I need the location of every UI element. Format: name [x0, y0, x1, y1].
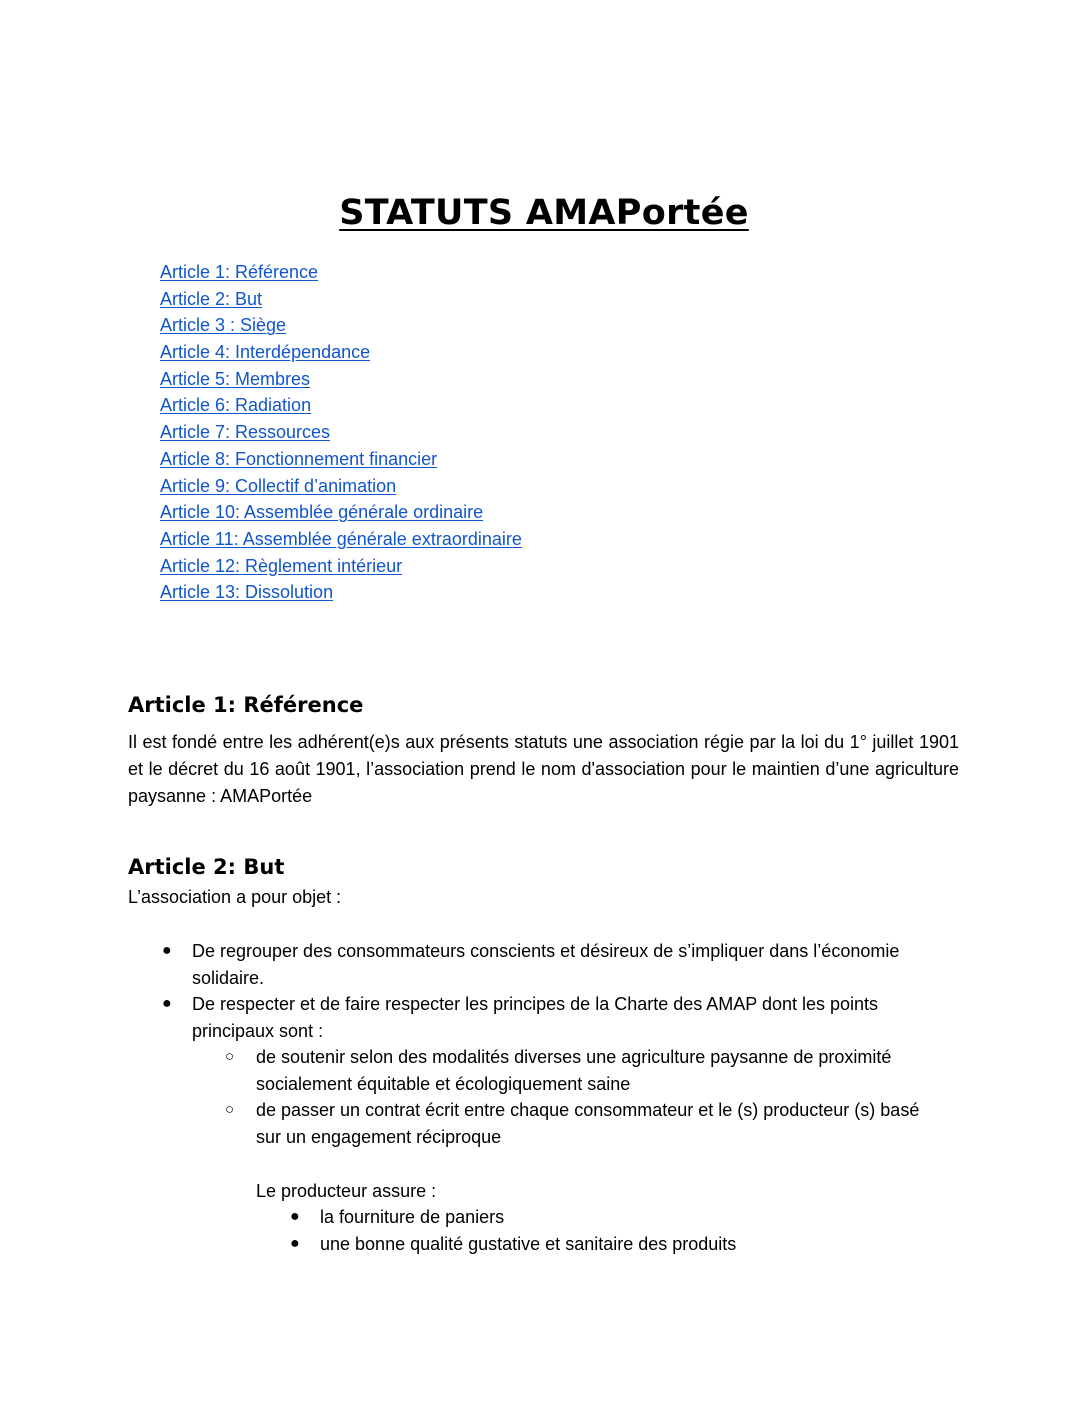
toc-link-article-6[interactable]: Article 6: Radiation	[160, 395, 312, 416]
article-2-bullet-1: De regrouper des consommateurs conscients et désireux de s’impliquer dans l’économie solidaire.	[192, 941, 900, 988]
producer-intro: Le producteur assure :	[256, 1181, 437, 1201]
toc-item	[160, 526, 522, 553]
toc-link-article-2[interactable]: Article 2: But	[160, 288, 263, 309]
article-2-sub-bullet-1: de soutenir selon des modalités diverses une agriculture paysanne de proximité socialement équitable et écologiquement saine	[256, 1047, 892, 1094]
article-2-sub-bullet-2: de passer un contrat écrit entre chaque consommateur et le (s) producteur (s) basé sur un engagement réciproque	[256, 1100, 920, 1147]
sub-bullet-marker: ○	[225, 1048, 235, 1065]
toc-link-article-12[interactable]: Article 12: Règlement intérieur	[160, 555, 403, 576]
article-2-bullet-2: De respecter et de faire respecter les principes de la Charte des AMAP dont les points principaux sont :	[192, 994, 879, 1041]
toc-link-article-8[interactable]: Article 8: Fonctionnement financier	[160, 448, 438, 469]
document-title: STATUTS AMAPortée	[339, 193, 749, 234]
article-1-heading: Article 1: Référence	[128, 693, 364, 717]
producer-bullet-1: la fourniture de paniers	[320, 1207, 505, 1227]
article-2-intro: L’association a pour objet :	[128, 887, 342, 907]
producer-bullet-2: une bonne qualité gustative et sanitaire des produits	[320, 1234, 737, 1254]
toc-link-article-5[interactable]: Article 5: Membres	[160, 368, 311, 389]
toc-link-article-4[interactable]: Article 4: Interdépendance	[160, 342, 371, 363]
toc-item	[160, 339, 522, 366]
toc-link-article-9[interactable]: Article 9: Collectif d’animation	[160, 475, 397, 496]
bullet-marker: ●	[290, 1235, 300, 1252]
bullet-marker: ●	[162, 942, 172, 959]
toc-link-article-11[interactable]: Article 11: Assemblée générale extraordinaire	[160, 528, 522, 549]
toc-link-article-10[interactable]: Article 10: Assemblée générale ordinaire	[160, 502, 484, 523]
toc-item	[160, 553, 522, 580]
toc-item	[160, 366, 522, 393]
article-1-text: Il est fondé entre les adhérent(e)s aux présents statuts une association régie par la loi du 1° juillet 1901 et le décret du 16 août 1901, l’association prend le nom d'association pour le maintien d’une agriculture paysanne : AMAPortée	[128, 732, 959, 806]
toc-item	[160, 499, 522, 526]
toc-item	[160, 419, 522, 446]
sub-bullet-marker: ○	[225, 1101, 235, 1118]
toc-item	[160, 392, 522, 419]
toc-link-article-13[interactable]: Article 13: Dissolution	[160, 582, 334, 603]
bullet-marker: ●	[162, 995, 172, 1012]
toc-item	[160, 286, 522, 313]
toc-item	[160, 312, 522, 339]
article-2-heading: Article 2: But	[128, 855, 285, 879]
table-of-contents	[160, 259, 522, 606]
bullet-marker: ●	[290, 1208, 300, 1225]
toc-item	[160, 259, 522, 286]
toc-item	[160, 473, 522, 500]
toc-link-article-1[interactable]: Article 1: Référence	[160, 262, 319, 282]
toc-link-article-7[interactable]: Article 7: Ressources	[160, 422, 331, 443]
toc-item	[160, 446, 522, 473]
toc-link-article-3[interactable]: Article 3 : Siège	[160, 315, 287, 336]
toc-item	[160, 579, 522, 606]
